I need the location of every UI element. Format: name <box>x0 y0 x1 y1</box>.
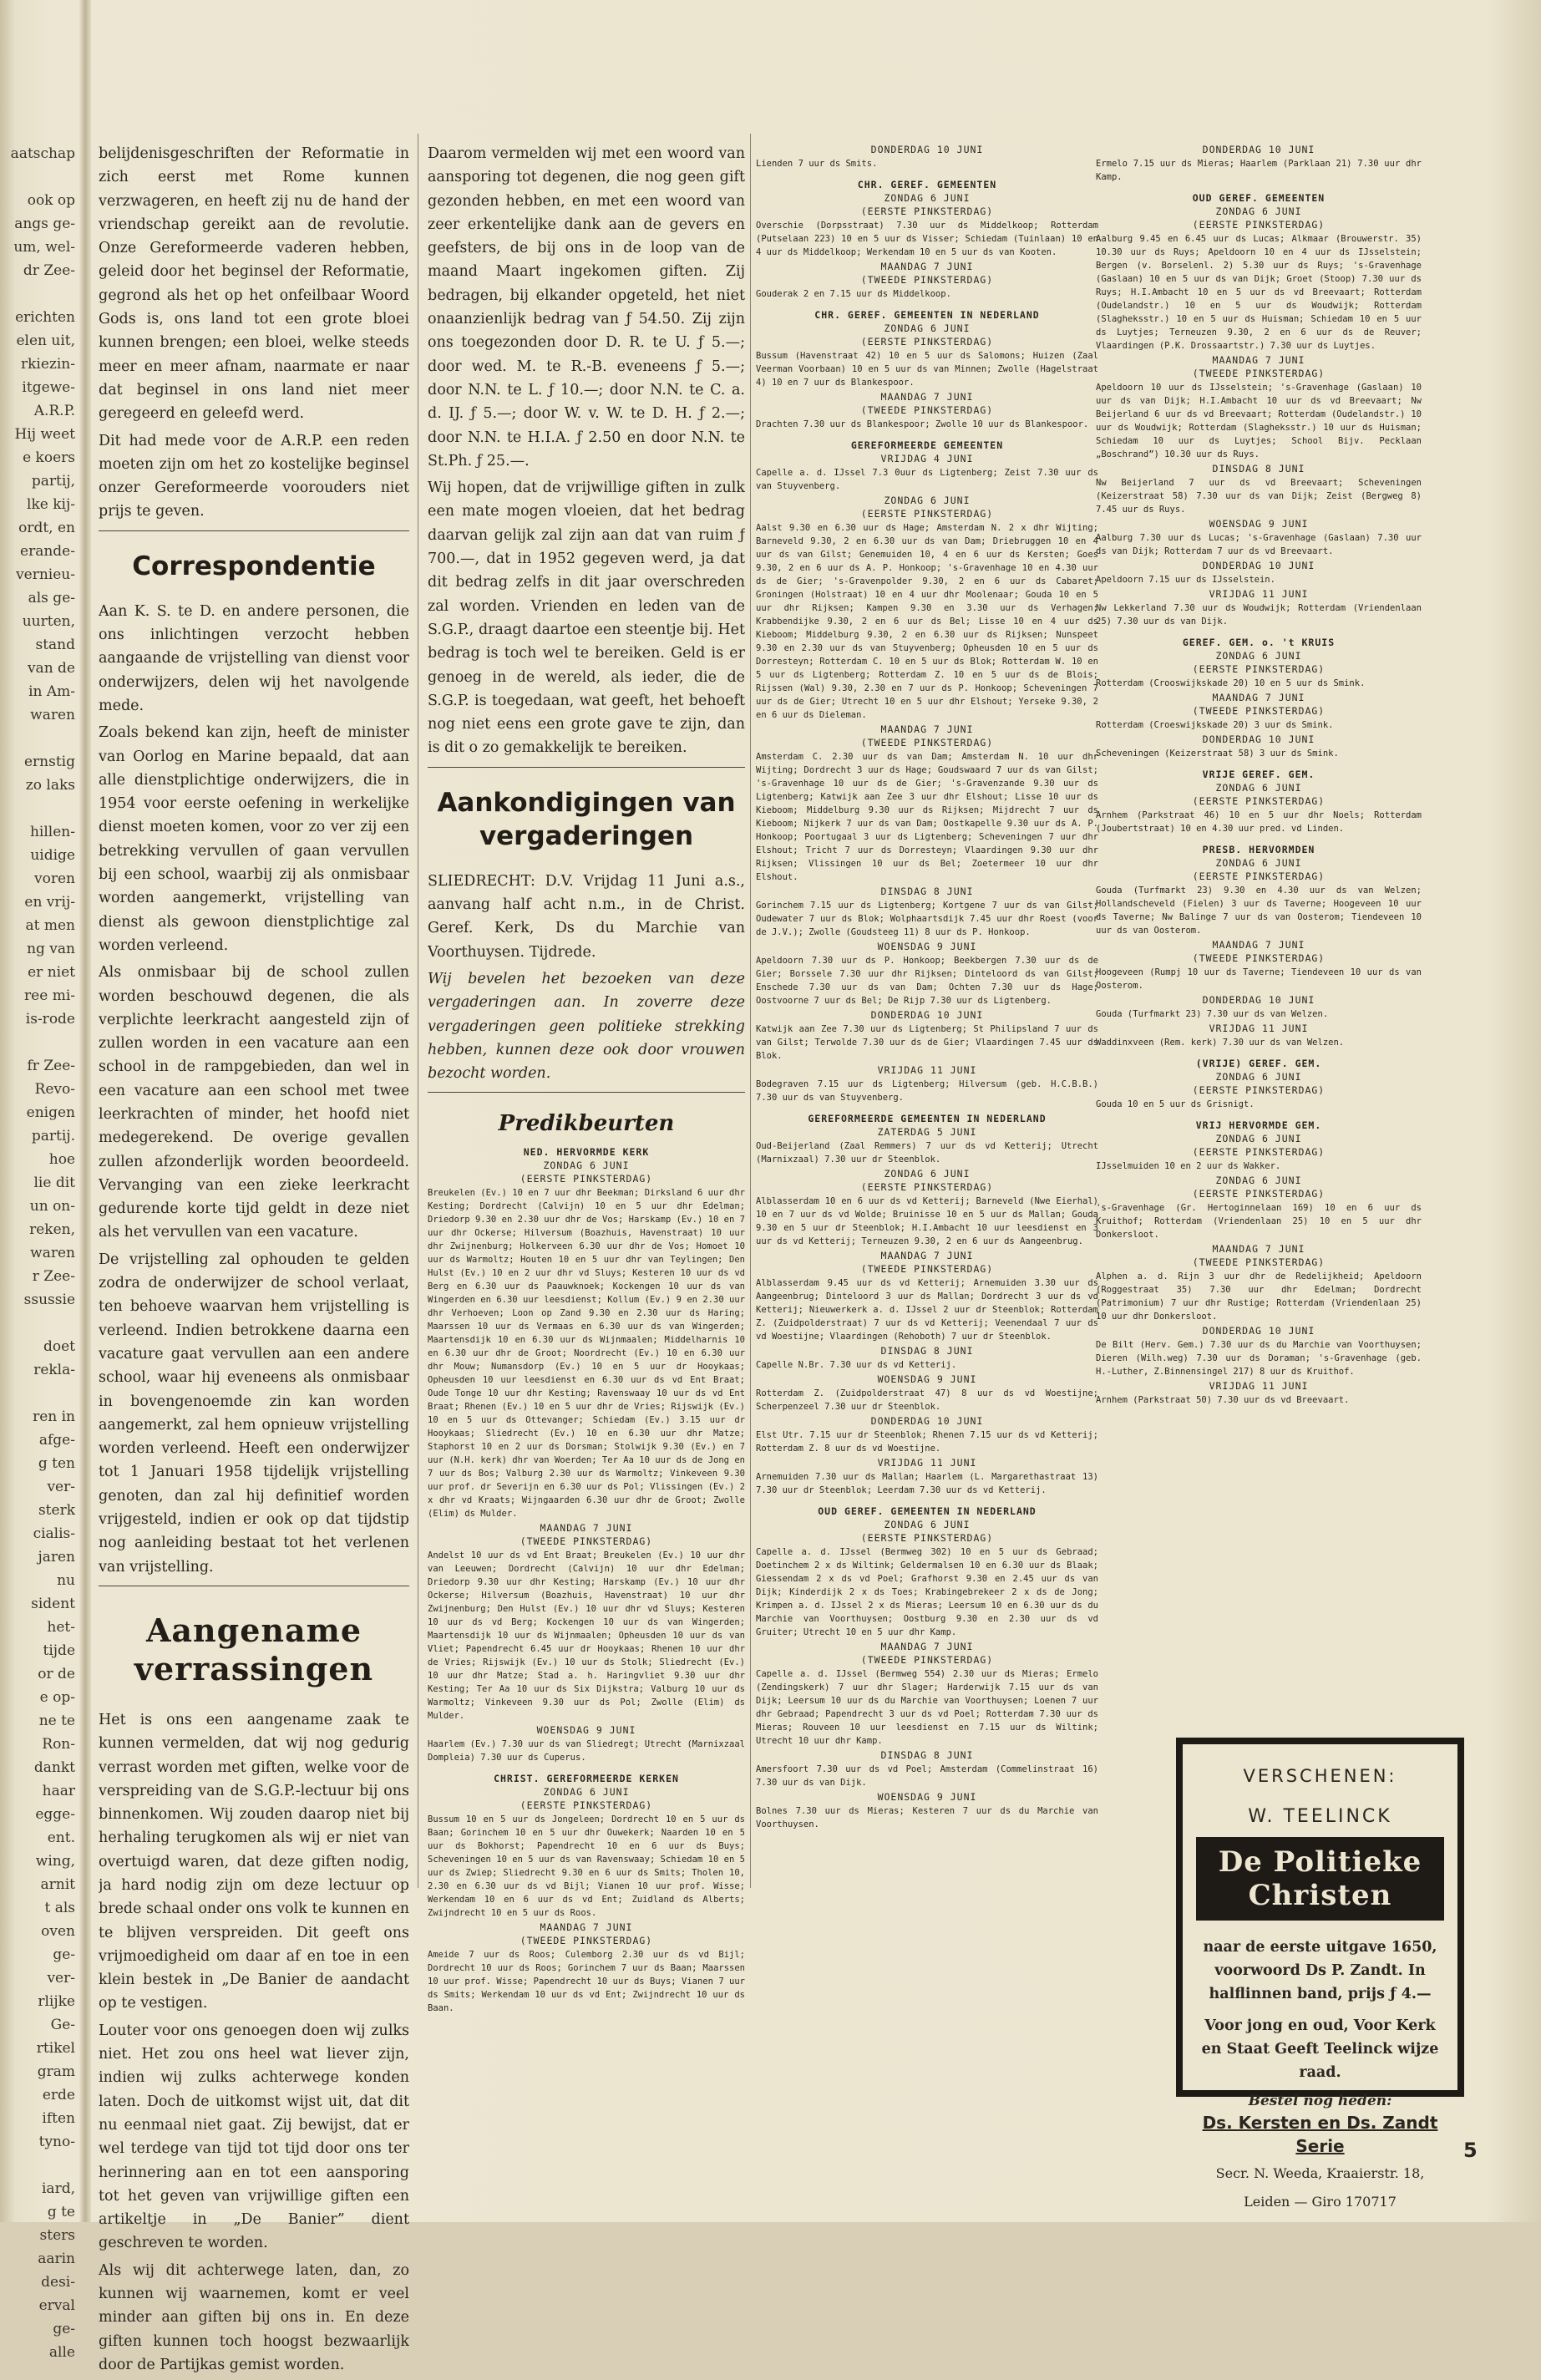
margin-fragment: ordt, en <box>18 520 75 536</box>
date-label: (EERSTE PINKSTERDAG) <box>1192 795 1326 807</box>
margin-fragment: e koers <box>23 449 75 466</box>
margin-fragment: ng van <box>27 941 75 957</box>
date-label: (TWEEDE PINKSTERDAG) <box>1192 705 1326 717</box>
column-divider <box>750 134 751 1888</box>
date-label: ZONDAG 6 JUNI <box>884 495 971 506</box>
margin-fragment: sident <box>31 1596 75 1612</box>
date-label: DONDERDAG 10 JUNI <box>1202 1325 1315 1337</box>
service-list: Scheveningen (Keizerstraat 58) 3 uur ds Smink. <box>1096 749 1339 759</box>
margin-fragment: egge- <box>35 1806 75 1823</box>
date-label: (TWEEDE PINKSTERDAG) <box>1192 1256 1326 1268</box>
church-title: GEREFORMEERDE GEMEENTEN IN NEDERLAND <box>808 1113 1047 1124</box>
service-list: Aalburg 9.45 en 6.45 uur ds Lucas; Alkmaar (Brouwerstr. 35) 10.30 uur ds Ruys; Apeldoorn 10 en 4 uur ds IJsselstein; Bergen (v. Borselenl. 2) 5.30 uur ds Ruys; 's-Gravenhage (Gaslaan) 10 en 5 uur ds van Dijk; Groet (Stoop) 7.30 uur ds Ruys; H.I.Ambacht 10 en 5 uur ds vd Breevaart; Rotterdam (Oudelandstr.) 10 en 5 uur ds Woudwijk; Rotterdam (Slagheksstr.) 10 en 5 uur ds Huisman; Schiedam 10 en 5 uur ds Luytjes; Terneuzen 9.30, 2 en 6 uur ds de Reuver; Vlaardingen (P.K. Drossaartstr.) 7.30 uur ds Luytjes. <box>1096 234 1422 351</box>
ad-verschenen: VERSCHENEN: <box>1243 1766 1397 1786</box>
service-list: Apeldoorn 7.30 uur ds P. Honkoop; Beekbergen 7.30 uur ds de Gier; Borssele 7.30 uur dhr Rijksen; Dinteloord ds van Gilst; Enschede 7.30 uur ds van Dam; Ochten 7.30 uur ds Hage; Oostvoorne 7 uur ds Bel; De Rijp 7.30 uur ds Ligtenberg. <box>756 956 1098 1006</box>
date-label: MAANDAG 7 JUNI <box>880 1641 974 1652</box>
margin-fragment: fr Zee- <box>27 1058 75 1074</box>
date-label: (EERSTE PINKSTERDAG) <box>1192 1188 1326 1200</box>
church-title: GEREF. GEM. o. 't KRUIS <box>1182 637 1336 648</box>
section-rule <box>428 1092 745 1093</box>
margin-fragment: sterk <box>38 1502 75 1519</box>
article-text: Het is ons een aangename zaak te kunnen vermelden, dat wij nog gedurig verrast worden met giften, welke voor de verspreiding van de S.G.P.-lectuur bij ons binnenkomen. Wij zouden daarop niet bij herhaling terugkomen als wij er niet van overtuigd waren, dat deze giften nodig, ja hard nodig zijn om deze lectuur op brede schaal onder ons volk te kunnen en te blijven verspreiden. Dit geeft ons vrijmoedigheid om daar af en toe in een klein bestek in „De Banier de aandacht op te vestigen. <box>99 1711 409 2012</box>
date-label: (EERSTE PINKSTERDAG) <box>860 1181 994 1193</box>
margin-fragment: um, wel- <box>13 239 75 256</box>
margin-fragment <box>0 1382 75 1405</box>
margin-fragment: doet <box>43 1338 75 1355</box>
margin-fragment: vernieu- <box>16 566 75 583</box>
previous-page-margin-text <box>0 142 75 2364</box>
date-label: ZONDAG 6 JUNI <box>543 1786 630 1799</box>
service-list: Ermelo 7.15 uur ds Mieras; Haarlem (Parklaan 21) 7.30 uur dhr Kamp. <box>1096 159 1422 182</box>
service-list: Overschie (Dorpsstraat) 7.30 uur ds Middelkoop; Rotterdam (Putselaan 223) 10 en 5 uur ds Visser; Schiedam (Tuinlaan) 10 en 4 uur ds Middelkoop; Werkendam 10 en 5 uur ds van Kooten. <box>756 221 1098 257</box>
ad-description: naar de eerste uitgave 1650, voorwoord Ds P. Zandt. In halflinnen band, prijs ƒ 4.— <box>1203 1939 1437 2002</box>
margin-fragment: tyno- <box>38 2134 75 2150</box>
date-label: ZONDAG 6 JUNI <box>1215 1133 1302 1144</box>
date-label: DONDERDAG 10 JUNI <box>1202 144 1315 155</box>
ad-author: W. TEELINCK <box>1248 1806 1392 1827</box>
margin-fragment: g ten <box>38 1455 75 1472</box>
ad-slogan: Voor jong en oud, Voor Kerk en Staat Geeft Teelinck wijze raad. <box>1201 2017 1439 2081</box>
margin-fragment: erde <box>42 2087 75 2103</box>
service-list: Gouda (Turfmarkt 23) 9.30 en 4.30 uur ds van Welzen; Hollandscheveld (Fielen) 3 uur ds Taverne; Hoogeveen 10 uur ds Taverne; Nw Balinge 7 uur ds van Oosterom; Tiendeveen 10 uur ds van Oosterom. <box>1096 886 1422 936</box>
church-title: CHR. GEREF. GEMEENTEN <box>857 179 997 190</box>
church-title: VRIJE GEREF. GEM. <box>1202 769 1315 780</box>
date-label: ZONDAG 6 JUNI <box>1215 857 1302 869</box>
announcement-text: SLIEDRECHT: D.V. Vrijdag 11 Juni a.s., aanvang half acht n.m., in de Christ. Geref. Kerk, Ds du Marchie van Voorthuysen. Tijdrede. <box>428 872 745 961</box>
margin-fragment: arnit <box>40 1876 75 1893</box>
margin-fragment: oven <box>41 1923 75 1940</box>
date-label: ZONDAG 6 JUNI <box>1215 1071 1302 1083</box>
date-label: MAANDAG 7 JUNI <box>1212 692 1305 703</box>
margin-fragment: Hij weet <box>14 426 75 443</box>
column-4 <box>1096 142 1422 1729</box>
date-label: (TWEEDE PINKSTERDAG) <box>520 1935 653 1947</box>
margin-fragment: rlijke <box>38 1993 75 2010</box>
service-list: Gouda (Turfmarkt 23) 7.30 uur ds van Welzen. <box>1096 1009 1329 1019</box>
margin-fragment: ver- <box>47 1970 75 1987</box>
margin-fragment: haar <box>42 1783 75 1799</box>
service-list: Bussum 10 en 5 uur ds Jongeleen; Dordrecht 10 en 5 uur ds Baan; Gorinchem 10 en 5 uur dhr Ouwekerk; Naarden 10 en 5 uur ds Bokhorst; Papendrecht 10 en 6 uur ds Buys; Scheveningen 10 en 5 uur ds van Ravenswaay; Schiedam 10 en 5 uur ds Zwiep; Sliedrecht 9.30 en 6 uur ds Smits; Tholen 10, 2.30 en 6.30 uur ds vd Bijl; Vianen 10 uur prof. Wisse; Werkendam 10 en 6 uur ds vd Ent; Zuidland ds Alberts; Zwijndrecht 10 en 5 uur ds Roos. <box>428 1814 745 1919</box>
margin-fragment: rekla- <box>33 1362 75 1378</box>
margin-fragment: tijde <box>43 1642 75 1659</box>
margin-fragment: is-rode <box>25 1011 75 1028</box>
date-label: MAANDAG 7 JUNI <box>880 723 974 735</box>
church-title: GEREFORMEERDE GEMEENTEN <box>850 439 1004 451</box>
date-label: MAANDAG 7 JUNI <box>880 391 974 403</box>
margin-fragment: Ge- <box>50 2017 75 2033</box>
margin-fragment: at men <box>25 917 75 934</box>
church-title: NED. HERVORMDE KERK <box>523 1146 650 1159</box>
service-list: Capelle N.Br. 7.30 uur ds vd Ketterij. <box>756 1360 957 1370</box>
margin-fragment: ernstig <box>23 754 75 770</box>
heading-aangename-verrassingen: Aangename verrassingen <box>134 1611 374 1687</box>
margin-fragment: e op- <box>39 1689 75 1706</box>
date-label: DONDERDAG 10 JUNI <box>1202 733 1315 745</box>
date-label: (TWEEDE PINKSTERDAG) <box>860 1263 994 1275</box>
date-label: ZONDAG 6 JUNI <box>1215 206 1302 217</box>
margin-fragment: Revo- <box>34 1081 75 1098</box>
date-label: (EERSTE PINKSTERDAG) <box>1192 663 1326 675</box>
margin-fragment: hoe <box>48 1151 75 1168</box>
margin-fragment: itgewe- <box>22 379 75 396</box>
article-text: Zoals bekend kan zijn, heeft de minister van Oorlog en Marine bepaald, dat aan alle dienstplichtige onderwijzers, die in 1954 voor eerste oefening in werkelijke dienst moeten komen, voor zo ver zij een betrekking vervullen of gaan vervullen bij een school, waarbij zij als onmisbaar worden aangemerkt, vrijstelling van dienst als gewoon dienstplichtige zal worden verleend. <box>99 724 409 954</box>
section-rule <box>428 767 745 768</box>
date-label: MAANDAG 7 JUNI <box>880 261 974 272</box>
date-label: DINSDAG 8 JUNI <box>880 1345 974 1357</box>
date-label: (TWEEDE PINKSTERDAG) <box>1192 368 1326 379</box>
ad-giro: Leiden — Giro 170717 <box>1244 2194 1397 2210</box>
margin-fragment: als ge- <box>28 590 75 606</box>
service-list: Katwijk aan Zee 7.30 uur ds Ligtenberg; St Philipsland 7 uur ds van Gilst; Terwolde 7.30 uur ds de Gier; Vlaardingen 7.45 uur ds Blok. <box>756 1024 1098 1061</box>
date-label: DINSDAG 8 JUNI <box>880 886 974 897</box>
margin-fragment: g te <box>47 2204 75 2220</box>
article-text: De vrijstelling zal ophouden te gelden zodra de onderwijzer de school verlaat, ten behoeve waarvan hem vrijstelling is verleend. Indien betrokkene daarna een vacature gaat vervullen aan een andere school, waar hij eveneens als onmisbaar in bovengenoemde zin kan worden aangemerkt, zal hem opnieuw vrijstelling worden verleend. Heeft een onderwijzer tot 1 Januari 1958 tijdelijk vrijstelling genoten, dan zal hij definitief worden vrijgesteld, indien er ook op dat tijdstip nog aanleiding bestaat tot het verlenen van vrijstelling. <box>99 1251 409 1576</box>
service-list: Capelle a. d. IJssel (Bermweg 554) 2.30 uur ds Mieras; Ermelo (Zendingskerk) 7 uur dhr Slager; Harderwijk 7.15 uur ds van Dijk; Leersum 10 uur ds du Marchie van Voorthuysen; Loenen 7 uur dhr Gebraad; Papendrecht 3 uur ds vd Poel; Rotterdam 7.30 uur ds Mieras; Rouveen 10 uur leesdienst en 7.15 uur ds Wiltink; Utrecht 10 uur dhr Kamp. <box>756 1669 1098 1746</box>
service-list: De Bilt (Herv. Gem.) 7.30 uur ds du Marchie van Voorthuysen; Dieren (Wilh.weg) 7.30 uur ds Doraman; 's-Gravenhage (geb. H.-Luther, Z.Binnensingel 217) 8 uur ds Kruithof. <box>1096 1340 1422 1377</box>
margin-fragment: t als <box>44 1900 75 1916</box>
service-list: IJsselmuiden 10 en 2 uur ds Wakker. <box>1096 1161 1281 1171</box>
heading-aankondigingen: Aankondigingen van vergaderingen <box>437 787 736 851</box>
ad-address: Secr. N. Weeda, Kraaierstr. 18, <box>1215 2165 1425 2181</box>
service-list: Elst Utr. 7.15 uur dr Steenblok; Rhenen 7.15 uur ds vd Ketterij; Rotterdam Z. 8 uur ds vd Woestijne. <box>756 1430 1098 1454</box>
ad-series-name: Ds. Kersten en Ds. Zandt <box>1202 2113 1438 2133</box>
margin-fragment: dr Zee- <box>23 262 75 279</box>
date-label: ZONDAG 6 JUNI <box>884 1168 971 1180</box>
column-1 <box>99 142 409 2380</box>
margin-fragment: erande- <box>20 543 75 560</box>
date-label: MAANDAG 7 JUNI <box>1212 939 1305 951</box>
date-label: VRIJDAG 11 JUNI <box>1209 1023 1309 1034</box>
date-label: (EERSTE PINKSTERDAG) <box>1192 219 1326 231</box>
date-label: VRIJDAG 11 JUNI <box>1209 1380 1309 1392</box>
margin-fragment: afge- <box>38 1432 75 1449</box>
margin-fragment: er niet <box>28 964 75 981</box>
date-label: WOENSDAG 9 JUNI <box>877 1373 977 1385</box>
article-text: Als onmisbaar bij de school zullen worden beschouwd degenen, die als verplichte leerkracht aangesteld zijn of zullen worden in een vacature aan een school in de rampgebieden, dan wel in een vacature aan een school met twee leerkrachten of minder, het hoofd niet medegerekend. De overige gevallen zullen afzonderlijk worden beoordeeld. Vervanging van een zieke leerkracht gedurende korte tijd geldt in deze niet als het vervullen van een vacature. <box>99 964 409 1241</box>
service-list: Drachten 7.30 uur ds Blankespoor; Zwolle 10 uur ds Blankespoor. <box>756 419 1089 429</box>
date-label: DINSDAG 8 JUNI <box>880 1749 974 1761</box>
margin-fragment: rkiezin- <box>20 356 75 373</box>
service-list: Nw Lekkerland 7.30 uur ds Woudwijk; Rotterdam (Vriendenlaan 25) 7.30 uur ds van Dijk. <box>1096 603 1422 627</box>
date-label: (EERSTE PINKSTERDAG) <box>860 336 994 348</box>
church-title: CHR. GEREF. GEMEENTEN IN NEDERLAND <box>814 309 1040 321</box>
service-list: Lienden 7 uur ds Smits. <box>756 159 878 169</box>
date-label: DONDERDAG 10 JUNI <box>870 1009 984 1021</box>
margin-fragment: desi- <box>41 2274 75 2291</box>
date-label: (TWEEDE PINKSTERDAG) <box>860 1654 994 1666</box>
margin-fragment: A.R.P. <box>33 403 75 419</box>
date-label: VRIJDAG 11 JUNI <box>877 1457 977 1469</box>
date-label: ZONDAG 6 JUNI <box>884 192 971 204</box>
date-label: WOENSDAG 9 JUNI <box>877 941 977 952</box>
article-text: belijdenisgeschriften der Reformatie in zich eerst met Rome kunnen verzwageren, en heeft zij nu de hand der vriendschap gereikt aan de revolutie. Onze Gereformeerde vaderen hebben, geleid door het beginsel der Reformatie, gegrond als het op het onfeilbaar Woord Gods is, ons land tot een grote bloei kunnen brengen; een bloei, welke steeds meer en meer afnam, naarmate er naar dat beginsel in ons land niet meer geregeerd en geleefd werd. <box>99 145 409 423</box>
date-label: VRIJDAG 4 JUNI <box>880 453 974 464</box>
service-list: Gorinchem 7.15 uur ds Ligtenberg; Kortgene 7 uur ds van Gilst; Oudewater 7 uur ds Blok; Wolphaartsdijk 7.45 uur dhr Roest (voor de J.V.); Zwolle (Goudsteeg 11) 8 uur ds P. Honkoop. <box>756 901 1098 937</box>
margin-fragment: angs ge- <box>14 216 75 232</box>
margin-fragment: iard, <box>42 2180 75 2197</box>
margin-fragment: wing, <box>35 1853 75 1870</box>
margin-fragment <box>0 1312 75 1335</box>
article-text: Louter voor ons genoegen doen wij zulks niet. Het zou ons heel wat liever zijn, indien wij zulks achterwege konden laten. Doch de uitkomst wijst uit, dat dit nu eenmaal niet gaat. Zij bewijst, dat er wel terdege van tijd tot tijd door ons ter herinnering aan en tot een aansporing tot het geven van vrijwillige giften een artikeltje in „De Banier” dient geschreven te worden. <box>99 2022 409 2252</box>
service-list: Breukelen (Ev.) 10 en 7 uur dhr Beekman; Dirksland 6 uur dhr Kesting; Dordrecht (Calvijn) 10 en 5 uur dhr Edelman; Driedorp 9.30 en 2.30 uur dhr de Vos; Harskamp (Ev.) 10 en 7 uur dhr Ockerse; Hilversum (Boazhuis, Havenstraat) 10 uur dhr Zwijnenburg; Holkerveen 6.30 uur dhr de Vos; Homoet 10 uur ds Warmoltz; Houten 10 en 5 uur dhr van Teylingen; Den Hulst (Ev.) 10 en 2 uur dhr vd Sluys; Kesteren 10 uur ds vd Berg en 6.30 uur ds Paauwknoek; Kockengen 10 uur ds van Wingerden en 6.30 uur leesdienst; Kollum (Ev.) 9 en 2.30 uur dhr Verhoeven; Loon op Zand 9.30 en 2.30 uur ds Haring; Maarssen 10 uur ds Vermaas en 6.30 uur ds van Wingerden; Maartensdijk 10 en 6.30 uur ds Wijnmaalen; Middelharnis 10 en 6.30 uur dhr de Groot; Noordrecht (Ev.) 10 en 6.30 uur dhr Mouw; Numansdorp (Ev.) 10 en 5 uur dr Hooykaas; Opheusden 10 uur leesdienst en 6.30 uur ds vd Ent Braat; Oude Tonge 10 uur dhr Kesting; Ravenswaay 10 uur ds vd Ent Braat; Rhenen (Ev.) 10 en 5 uur dhr de Vries; Rijswijk (Ev.) 10 en 5 uur ds Ottevanger; Schiedam (Ev.) 3.15 uur dr Hooykaas; Sliedrecht (Ev.) 10 en 6.30 uur dhr Matze; Staphorst 10 en 2 uur ds Dorsman; Stolwijk 9.30 (Ev.) en 7 uur (N.H. kerk) dhr van Woerden; Ter Aa 10 uur ds de Jong en 7 uur ds Bos; Valburg 2.30 uur ds Warmoltz; Vinkeveen 9.30 uur prof. dr Severijn en 6.30 uur ds Pol; Vlissingen (Ev.) 2 x dhr vd Kraats; Wijngaarden 6.30 uur dhr de Groot; Zwolle (Elim) ds Mulder. <box>428 1188 745 1520</box>
margin-fragment: uidige <box>30 847 75 864</box>
margin-fragment <box>0 165 75 189</box>
service-list: Gouderak 2 en 7.15 uur ds Middelkoop. <box>756 289 951 299</box>
service-list: Alblasserdam 9.45 uur ds vd Ketterij; Arnemuiden 3.30 uur ds Aangeenbrug; Dinteloord 3 uur ds Mallan; Dordrecht 3 uur ds vd Ketterij; Nieuwerkerk a. d. IJssel 2 uur dr Steenblok; Rotterdam Z. (Zuidpolderstraat) 7 uur ds vd Ketterij; Veenendaal 7 uur ds vd Woestijne; Vlaardingen (Rehoboth) 7 uur dr Steenblok. <box>756 1278 1098 1342</box>
service-list: Bolnes 7.30 uur ds Mieras; Kesteren 7 uur ds du Marchie van Voorthuysen. <box>756 1806 1098 1829</box>
church-title: OUD GEREF. GEMEENTEN <box>1192 192 1326 204</box>
date-label: MAANDAG 7 JUNI <box>1212 1243 1305 1255</box>
margin-fragment <box>0 727 75 750</box>
margin-fragment: sters <box>39 2227 75 2244</box>
margin-fragment: lie dit <box>33 1175 75 1191</box>
margin-fragment: alle <box>48 2344 75 2361</box>
margin-fragment: ree mi- <box>24 987 75 1004</box>
book-advertisement <box>1176 1738 1464 2210</box>
date-label: MAANDAG 7 JUNI <box>540 1921 633 1934</box>
margin-fragment: ge- <box>53 2321 75 2337</box>
service-list: Nw Beijerland 7 uur ds vd Breevaart; Scheveningen (Keizerstraat 58) 7.30 uur ds van Dijk; Zeist (Bergweg 8) 7.45 uur ds Ruys. <box>1096 478 1422 515</box>
article-text: Wij hopen, dat de vrijwillige giften in zulk een mate mogen vloeien, dat het bedrag daarvan gelijk zal zijn aan dat van ruim ƒ 700.—, dat in 1952 gegeven werd, ja dat dit bedrag zelfs in dit jaar overschreden zal worden. Vrienden en leden van de S.G.P., draagt daartoe een steentje bij. Het bedrag is toch wel te bereiken. Geld is er genoeg in de wereld, als ieder, die de S.G.P. is toegedaan, wat geeft, het behoeft nog niet eens een grote gave te zijn, dan is dit o zo gemakkelijk te bereiken. <box>428 480 745 757</box>
date-label: (EERSTE PINKSTERDAG) <box>860 206 994 217</box>
service-list: Apeldoorn 7.15 uur ds IJsselstein. <box>1096 575 1275 585</box>
service-list: Capelle a. d. IJssel (Bermweg 302) 10 en 5 uur ds Gebraad; Doetinchem 2 x ds Wiltink; Geldermalsen 10 en 6.30 uur ds Blaak; Giessendam 2 x ds vd Poel; Grafhorst 9.30 en 2.45 uur ds van Dijk; Kinderdijk 2 x ds Toes; Krabingebrekeer 2 x ds de Jong; Krimpen a. d. IJssel 2 x ds Mieras; Leersum 10 en 6.30 uur ds du Marchie van Voorthuysen; Oostburg 9.30 en 2.30 uur ds vd Gruiter; Utrecht 10 en 5 uur dhr Kamp. <box>756 1547 1098 1637</box>
date-label: ZONDAG 6 JUNI <box>1215 782 1302 794</box>
date-label: ZONDAG 6 JUNI <box>1215 650 1302 662</box>
service-list: 's-Gravenhage (Gr. Hertoginnelaan 169) 10 en 6 uur ds Kruithof; Rotterdam (Vriendenlaan 25) 10 en 5 uur dhr Donkersloot. <box>1096 1203 1422 1240</box>
margin-fragment: jaren <box>38 1549 75 1566</box>
service-list: Gouda 10 en 5 uur ds Grisnigt. <box>1096 1099 1255 1109</box>
service-list: Bussum (Havenstraat 42) 10 en 5 uur ds Salomons; Huizen (Zaal Veerman Voorbaan) 10 en 5 uur ds van Minnen; Zwolle (Hagelstraat 4) 10 en 7 uur ds Blankespoor. <box>756 351 1098 388</box>
date-label: (EERSTE PINKSTERDAG) <box>1192 1146 1326 1158</box>
ad-order-note: Bestel nog heden: <box>1248 2093 1392 2109</box>
service-list: Aalst 9.30 en 6.30 uur ds Hage; Amsterdam N. 2 x dhr Wijting; Barneveld 9.30, 2 en 6.30 uur ds van Dam; Driebruggen 10 en 4 uur ds van Gilst; Genemuiden 10, 4 en 6 uur ds Kersten; Goes 9.30, 2 en 6 uur ds A. P. Honkoop; 's-Gravenhage 10 en 4.30 uur ds de Gier; 's-Gravenpolder 9.30, 2 en 6 uur ds Cabaret; Groningen (Holstraat) 10 en 4 uur dhr Moolenaar; Gouda 10 en 5 uur dhr Rijksen; Kampen 9.30 en 3.30 uur ds Verhagen; Krabbendijke 9.30, 2 en 6 uur ds Bel; Lisse 10 en 4 uur ds Kieboom; Middelburg 9.30, 2 en 6.30 uur ds Rijksen; Nunspeet 9.30 en 2.30 uur ds van Stuyvenberg; Opheusden 10 en 5 uur ds Dorresteyn; Rotterdam C. 10 en 5 uur ds Blok; Rotterdam W. 10 en 5 uur ds Ligtenberg; Rotterdam Z. 10 en 5 uur ds de Blois; Rijssen (Wal) 9.30, 2.30 en 7 uur ds P. Honkoop; Scheveningen 7 uur ds de Gier; Utrecht 10 en 5 uur dhr Elshout; Yerseke 9.30, 2 en 6 uur ds Dieleman. <box>756 523 1098 720</box>
date-label: (EERSTE PINKSTERDAG) <box>1192 870 1326 882</box>
margin-fragment <box>0 797 75 820</box>
article-text: Daarom vermelden wij met een woord van aansporing tot degenen, die nog geen gift gezonden hebben, en met een woord van zeer erkentelijke dank aan de gevers en geefsters, de bij ons in de loop van de maand Maart ingekomen giften. Zij bedragen, bij elkander opgeteld, het niet onaanzienlijk bedrag van ƒ 54.50. Zij zijn ons toegezonden door D. R. te U. ƒ 5.—; door wed. M. te R.-B. eveneens ƒ 5.—; door N.N. te L. ƒ 10.—; door N.N. te C. a. d. IJ. ƒ 5.—; door W. v. W. te D. H. ƒ 2.—; door N.N. te H.I.A. ƒ 2.50 en door N.N. te St.Ph. ƒ 25.—. <box>428 145 745 469</box>
page-fold <box>79 0 91 2222</box>
margin-fragment: ne te <box>38 1713 75 1729</box>
margin-fragment: ren in <box>33 1408 75 1425</box>
margin-fragment: partij. <box>31 1128 75 1144</box>
service-list: Capelle a. d. IJssel 7.3 0uur ds Ligtenberg; Zeist 7.30 uur ds van Stuyvenberg. <box>756 468 1098 491</box>
church-title: OUD GEREF. GEMEENTEN IN NEDERLAND <box>818 1505 1037 1517</box>
church-title: PRESB. HERVORMDEN <box>1202 844 1315 855</box>
margin-fragment: r Zee- <box>32 1268 75 1285</box>
margin-fragment: reken, <box>29 1221 75 1238</box>
service-list: Amersfoort 7.30 uur ds vd Poel; Amsterdam (Commelinstraat 16) 7.30 uur ds van Dijk. <box>756 1764 1098 1788</box>
date-label: ZONDAG 6 JUNI <box>543 1160 630 1172</box>
service-list: Oud-Beijerland (Zaal Remmers) 7 uur ds vd Ketterij; Utrecht (Marnixzaal) 7.30 uur dr Steenblok. <box>756 1141 1098 1165</box>
margin-fragment: waren <box>30 1245 75 1261</box>
date-label: ZATERDAG 5 JUNI <box>877 1126 977 1138</box>
margin-fragment: voren <box>34 870 75 887</box>
service-list: Alblasserdam 10 en 6 uur ds vd Ketterij; Barneveld (Nwe Eierhal) 10 en 7 uur ds vd Wolde; Bruinisse 10 en 5 uur ds Mallan; Gouda 9.30 en 5 uur dr Steenblok; H.I.Ambacht 10 uur leesdienst en 3 uur ds vd Ketterij; Terneuzen 9.30, 2 en 6 uur ds Aangeenbrug. <box>756 1196 1098 1246</box>
ad-book-title: De Politieke Christen <box>1196 1837 1444 1921</box>
date-label: WOENSDAG 9 JUNI <box>536 1724 636 1737</box>
date-label: WOENSDAG 9 JUNI <box>1209 518 1309 530</box>
date-label: DONDERDAG 10 JUNI <box>870 1415 984 1427</box>
ad-series-label: Serie <box>1295 2136 1345 2156</box>
margin-fragment: cialis- <box>33 1525 75 1542</box>
announcement-note: Wij bevelen het bezoeken van deze vergaderingen aan. In zoverre deze vergaderingen geen politieke strekking hebben, kunnen deze ook door vrouwen bezocht worden. <box>428 970 745 1083</box>
margin-fragment: or de <box>38 1666 75 1682</box>
margin-fragment: ver- <box>47 1479 75 1495</box>
date-label: (EERSTE PINKSTERDAG) <box>860 1532 994 1544</box>
margin-fragment: van de <box>27 660 75 677</box>
margin-fragment: lke kij- <box>27 496 75 513</box>
date-label: MAANDAG 7 JUNI <box>880 1250 974 1261</box>
church-title: VRIJ HERVORMDE GEM. <box>1195 1119 1322 1131</box>
margin-fragment: erval <box>38 2297 75 2314</box>
date-label: WOENSDAG 9 JUNI <box>877 1791 977 1803</box>
date-label: MAANDAG 7 JUNI <box>540 1522 633 1535</box>
service-list: Rotterdam Z. (Zuidpolderstraat 47) 8 uur ds vd Woestijne; Scherpenzeel 7.30 uur dr Steenblok. <box>756 1388 1098 1412</box>
margin-fragment <box>0 2154 75 2177</box>
margin-fragment: zo laks <box>25 777 75 794</box>
date-label: (TWEEDE PINKSTERDAG) <box>1192 952 1326 964</box>
date-label: VRIJDAG 11 JUNI <box>877 1064 977 1076</box>
column-2 <box>428 142 745 2017</box>
date-label: DONDERDAG 10 JUNI <box>1202 994 1315 1006</box>
date-label: DONDERDAG 10 JUNI <box>1202 560 1315 571</box>
date-label: (TWEEDE PINKSTERDAG) <box>520 1535 653 1548</box>
date-label: (EERSTE PINKSTERDAG) <box>1192 1084 1326 1096</box>
service-list: Arnhem (Parkstraat 46) 10 en 5 uur dhr Noels; Rotterdam (Joubertstraat) 10 en 4.30 uur pred. vd Linden. <box>1096 810 1422 834</box>
margin-fragment: partij, <box>31 473 75 490</box>
margin-fragment <box>0 1031 75 1054</box>
margin-fragment: in Am- <box>28 683 75 700</box>
margin-fragment: dankt <box>33 1759 75 1776</box>
margin-fragment: ssussie <box>23 1291 75 1308</box>
service-list: Waddinxveen (Rem. kerk) 7.30 uur ds van Welzen. <box>1096 1038 1345 1048</box>
article-text: Als wij dit achterwege laten, dan, zo kunnen wij waarnemen, komt er veel minder aan giften bij ons in. En deze giften kunnen toch hoogst bezwaarlijk door de Partijkas gemist worden. <box>99 2261 409 2373</box>
margin-fragment: ook op <box>27 192 75 209</box>
margin-fragment: nu <box>57 1572 75 1589</box>
margin-fragment: uurten, <box>22 613 75 630</box>
date-label: (TWEEDE PINKSTERDAG) <box>860 274 994 286</box>
service-list: Bodegraven 7.15 uur ds Ligtenberg; Hilversum (geb. H.C.B.B.) 7.30 uur ds van Stuyvenberg. <box>756 1079 1098 1103</box>
date-label: ZONDAG 6 JUNI <box>884 1519 971 1530</box>
margin-fragment: un on- <box>29 1198 75 1215</box>
heading-predikbeurten: Predikbeurten <box>498 1111 675 1137</box>
margin-fragment: enigen <box>26 1104 75 1121</box>
date-label: VRIJDAG 11 JUNI <box>1209 588 1309 600</box>
service-list: Rotterdam (Croeswijkskade 20) 3 uur ds Smink. <box>1096 720 1334 730</box>
service-list: Arnemuiden 7.30 uur ds Mallan; Haarlem (L. Margarethastraat 13) 7.30 uur dr Steenblok; Leerdam 7.30 uur ds vd Ketterij. <box>756 1472 1098 1495</box>
margin-fragment: stand <box>35 637 75 653</box>
service-list: Aalburg 7.30 uur ds Lucas; 's-Gravenhage (Gaslaan) 7.30 uur ds van Dijk; Rotterdam 7 uur ds vd Breevaart. <box>1096 533 1422 556</box>
margin-fragment: aarin <box>38 2251 75 2267</box>
service-list: Amsterdam C. 2.30 uur ds van Dam; Amsterdam N. 10 uur dhr Wijting; Dordrecht 3 uur ds Hage; Goudswaard 7 uur ds van Gilst; 's-Gravenhage 10 uur ds de Gier; 's-Gravenzande 9.30 uur ds Ligtenberg; Katwijk aan Zee 3 uur dhr Elshout; Lisse 10 uur ds Kieboom; Middelburg 9.30 uur ds Rijksen; Mijdrecht 7 uur ds Kieboom; Nijkerk 7 uur ds van Dam; Oostkapelle 9.30 uur ds A. P. Honkoop; Poortugaal 3 uur ds Ligtenberg; Scheveningen 7 uur dhr Elshout; Tricht 7 uur ds Dorresteyn; Vlaardingen 9.30 uur dhr Rijksen; Vlissingen 10 uur ds Bel; Zoetermeer 10 uur dhr Elshout. <box>756 752 1098 882</box>
margin-fragment: waren <box>30 707 75 723</box>
margin-fragment: aatschap <box>10 145 75 162</box>
article-text: Dit had mede voor de A.R.P. een reden moeten zijn om het zo kostelijke beginsel onzer Gereformeerde voorouders niet prijs te geven. <box>99 432 409 520</box>
section-rule <box>99 530 409 531</box>
date-label: (EERSTE PINKSTERDAG) <box>520 1173 653 1185</box>
margin-fragment: elen uit, <box>16 332 75 349</box>
service-list: Haarlem (Ev.) 7.30 uur ds van Sliedregt; Utrecht (Marnixzaal Dompleia) 7.30 uur ds Cuperus. <box>428 1739 745 1763</box>
service-list: Rotterdam (Crooswijkskade 20) 10 en 5 uur ds Smink. <box>1096 678 1366 688</box>
date-label: (EERSTE PINKSTERDAG) <box>860 508 994 520</box>
date-label: ZONDAG 6 JUNI <box>884 322 971 334</box>
date-label: MAANDAG 7 JUNI <box>1212 354 1305 366</box>
date-label: (EERSTE PINKSTERDAG) <box>520 1799 653 1812</box>
date-label: DINSDAG 8 JUNI <box>1212 463 1305 474</box>
margin-fragment: rtikel <box>36 2040 75 2057</box>
margin-fragment: hillen- <box>29 824 75 840</box>
service-list: Ameide 7 uur ds Roos; Culemborg 2.30 uur ds vd Bijl; Dordrecht 10 uur ds Roos; Gorinchem 7 uur ds Baan; Maarssen 10 uur prof. Wisse; Papendrecht 10 uur ds Buys; Vianen 7 uur ds Smits; Werkendam 10 uur ds vd Ent; Zwijndrecht 10 uur ds Baan. <box>428 1950 745 2014</box>
service-list: Andelst 10 uur ds vd Ent Braat; Breukelen (Ev.) 10 uur dhr van Leeuwen; Dordrecht (Calvijn) 10 uur dhr Edelman; Driedorp 9.30 uur dhr Kesting; Harskamp (Ev.) 10 uur dhr Ockerse; Hilversum (Boazhuis, Havenstraat) 10 uur dhr Zwijnenburg; Den Hulst (Ev.) 10 uur dhr vd Sluys; Kesteren 10 uur ds vd Berg; Kockengen 10 uur ds van Wingerden; Maartensdijk 10 uur ds Wijnmaalen; Opheusden 10 uur ds van Vliet; Papendrecht 6.45 uur dr Hooykaas; Rhenen 10 uur dhr de Vries; Rijswijk (Ev.) 10 uur ds Stolk; Sliedrecht (Ev.) 10 uur dhr Matze; Stad a. h. Haringvliet 9.30 uur dhr Kesting; Ter Aa 10 uur ds Six Dijkstra; Valburg 10 uur ds Warmoltz; Vinkeveen 9.30 uur ds Pol; Zwolle (Elim) ds Mulder. <box>428 1550 745 1722</box>
margin-fragment: Ron- <box>42 1736 75 1753</box>
church-title: (VRIJE) GEREF. GEM. <box>1195 1058 1322 1069</box>
date-label: (TWEEDE PINKSTERDAG) <box>860 737 994 749</box>
service-list: Apeldoorn 10 uur ds IJsselstein; 's-Gravenhage (Gaslaan) 10 uur ds van Dijk; H.I.Ambacht 10 uur ds vd Breevaart; Nw Beijerland 6 uur ds vd Breevaart; Rotterdam (Oudelandstr.) 10 uur ds Woudwijk; Rotterdam (Slagheksstr.) 10 uur ds Huisman; Schiedam 10 uur ds Luytjes; School Bijv. Pecklaan „Boschrand”) 10.30 uur ds Ruys. <box>1096 383 1422 459</box>
column-3 <box>756 142 1098 1833</box>
date-label: DONDERDAG 10 JUNI <box>870 144 984 155</box>
margin-fragment <box>0 282 75 306</box>
margin-fragment: iften <box>42 2110 75 2127</box>
margin-fragment: erichten <box>15 309 75 326</box>
date-label: ZONDAG 6 JUNI <box>1215 1175 1302 1186</box>
service-list: Alphen a. d. Rijn 3 uur dhr de Redelijkheid; Apeldoorn (Roggestraat 35) 7.30 uur dhr Edelman; Dordrecht (Patrimonium) 7 uur dhr Rustige; Rotterdam (Vriendenlaan 25) 10 uur dhr Donkersloot. <box>1096 1271 1422 1322</box>
article-text: Aan K. S. te D. en andere personen, die ons inlichtingen verzocht hebben aangaande de vrijstelling van dienst voor onderwijzers, delen wij het navolgende mede. <box>99 602 409 714</box>
margin-fragment: ent. <box>47 1829 75 1846</box>
heading-correspondentie: Correspondentie <box>132 551 376 581</box>
church-title: CHRIST. GEREFORMEERDE KERKEN <box>494 1773 679 1785</box>
margin-fragment: en vrij- <box>24 894 75 911</box>
service-list: Arnhem (Parkstraat 50) 7.30 uur ds vd Breevaart. <box>1096 1395 1350 1405</box>
page-number: 5 <box>1463 2139 1478 2162</box>
margin-fragment: het- <box>47 1619 75 1636</box>
date-label: (TWEEDE PINKSTERDAG) <box>860 404 994 416</box>
margin-fragment: ge- <box>53 1946 75 1963</box>
service-list: Hoogeveen (Rumpj 10 uur ds Taverne; Tiendeveen 10 uur ds van Oosterom. <box>1096 967 1422 991</box>
margin-fragment: gram <box>37 2063 75 2080</box>
